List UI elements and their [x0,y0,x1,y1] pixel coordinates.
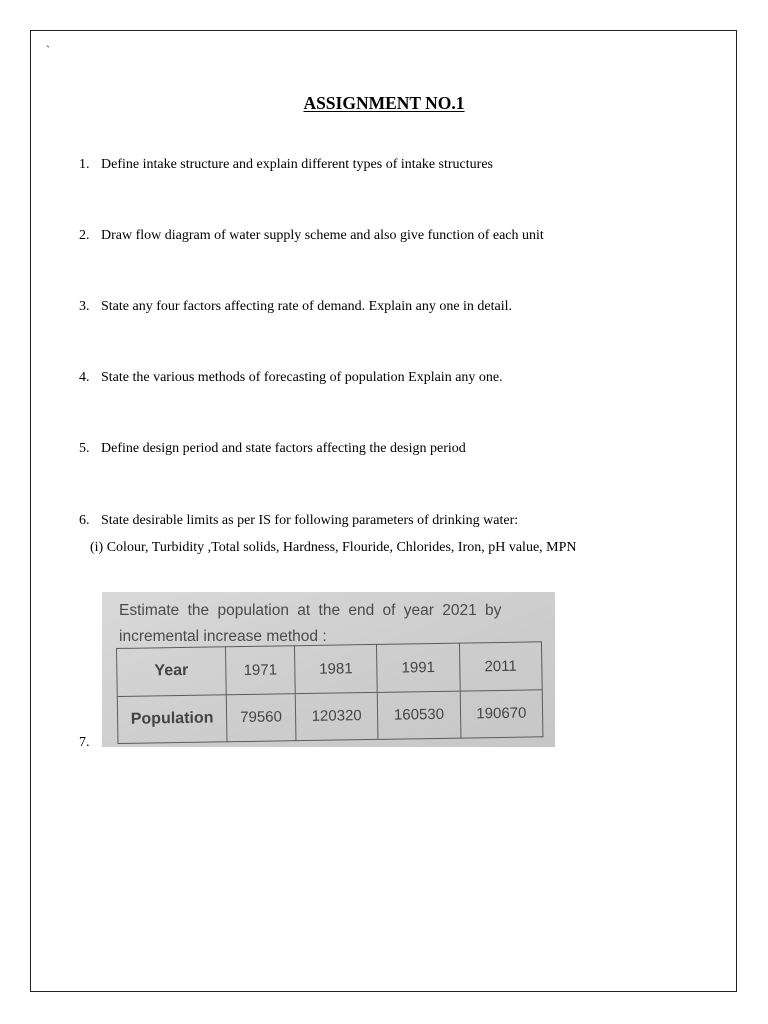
problem-photo [102,592,555,747]
population-cell: 79560 [226,693,296,742]
photo-problem-line-1: Estimate the population at the end of year 2021 by [119,602,502,619]
question-text: Draw flow diagram of water supply scheme and also give function of each unit [101,228,544,243]
population-cell: 190670 [460,689,543,738]
year-cell: 1991 [377,643,460,692]
question-1 [79,156,493,174]
question-number: 3. [79,299,90,314]
question-number: 1. [79,157,90,172]
question-6-subitem: (i) Colour, Turbidity ,Total solids, Hardness, Flouride, Chlorides, Iron, pH value, MPN [90,540,577,555]
year-cell: 1981 [294,644,377,693]
question-7 [79,734,101,752]
population-cell: 160530 [377,691,460,740]
question-text: Define design period and state factors affecting the design period [101,441,466,456]
question-number: 4. [79,370,90,385]
population-cell: 120320 [295,692,378,741]
question-6 [79,512,518,530]
table-row-population [117,689,543,743]
question-number: 2. [79,228,90,243]
year-label-cell: Year [117,647,227,696]
question-text: State the various methods of forecasting of population Explain any one. [101,370,503,385]
question-number: 6. [79,513,90,528]
photo-problem-line-2: incremental increase method : [119,628,327,645]
question-text: State desirable limits as per IS for following parameters of drinking water: [101,513,519,528]
page-border [30,30,737,992]
question-number: 7. [79,735,90,750]
question-text: State any four factors affecting rate of demand. Explain any one in detail. [101,299,513,314]
question-number: 5. [79,441,90,456]
stray-mark: ` [46,43,50,57]
population-label-cell: Population [117,694,227,743]
population-table [116,641,543,744]
year-cell: 2011 [459,642,542,691]
year-cell: 1971 [225,646,295,695]
table-row-year [117,642,543,696]
question-5 [79,440,466,458]
assignment-title: ASSIGNMENT NO.1 [303,93,465,113]
question-4 [79,369,503,387]
question-2 [79,227,544,245]
question-text: Define intake structure and explain different types of intake structures [101,157,493,172]
question-3 [79,298,512,316]
